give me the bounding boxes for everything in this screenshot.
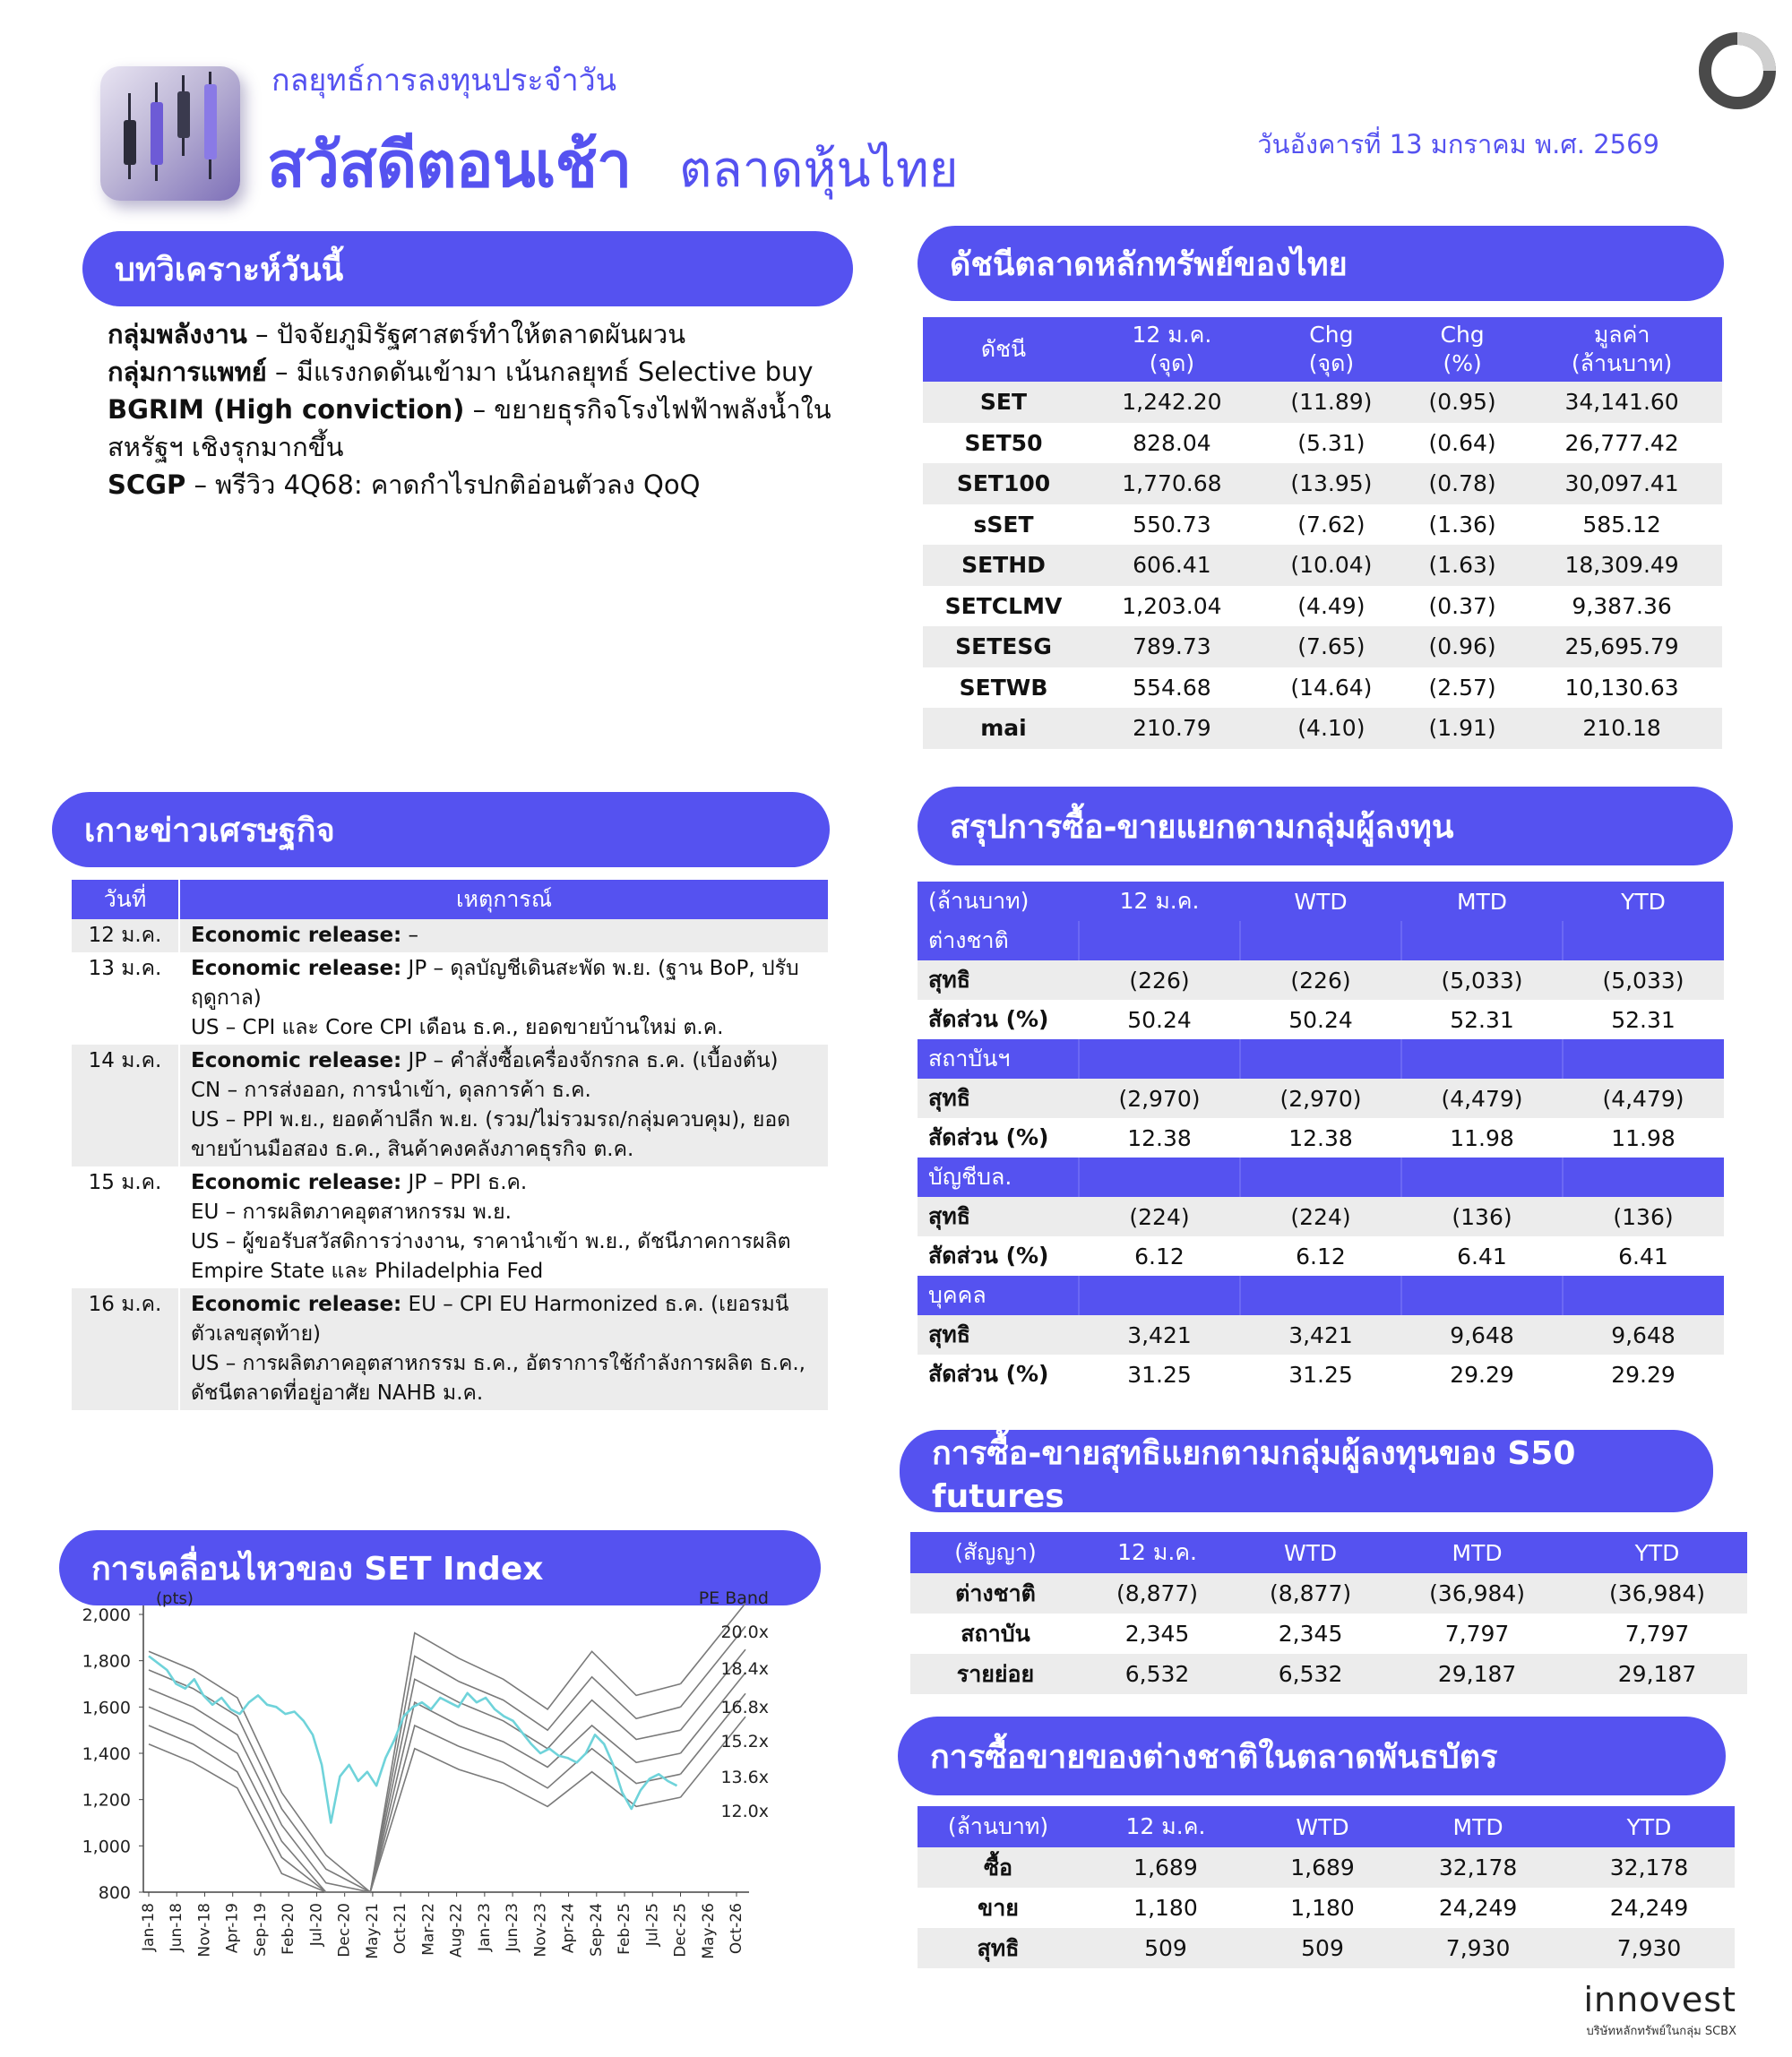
group-cell [1079, 1276, 1240, 1315]
table-cell: 24,249 [1564, 1888, 1735, 1928]
x-tick-label: Sep-19 [251, 1903, 270, 1957]
group-label: บุคคล [918, 1276, 1079, 1315]
group-label: บัญชีบล. [918, 1158, 1079, 1197]
col-header: (ล้านบาท) [918, 882, 1079, 921]
table-cell: (4.10) [1260, 708, 1403, 749]
page-title-sub: ตลาดหุ้นไทย [679, 141, 959, 199]
index-name: SET100 [923, 463, 1084, 504]
group-cell [1563, 1039, 1724, 1079]
set-index-line [149, 1657, 677, 1823]
table-row [918, 1355, 1724, 1394]
brand-ring-icon [1699, 32, 1776, 109]
col-header: 12 ม.ค. [1079, 882, 1240, 921]
table-cell: 7,930 [1564, 1928, 1735, 1968]
table-row [923, 667, 1722, 709]
table-cell: 1,770.68 [1084, 463, 1260, 504]
table-row [923, 586, 1722, 627]
table-row [923, 463, 1722, 504]
x-tick-label: Feb-25 [616, 1903, 634, 1955]
table-cell: (13.95) [1260, 463, 1403, 504]
group-row [918, 1276, 1724, 1315]
x-tick-label: Nov-23 [531, 1903, 550, 1958]
col-header: MTD [1387, 1532, 1567, 1573]
table-cell: (2,970) [1240, 1079, 1401, 1118]
group-cell [1401, 921, 1563, 960]
pe-band-line [149, 1702, 681, 1892]
col-header: มูลค่า (ล้านบาท) [1521, 317, 1722, 382]
analysis-item: กลุ่มพลังงาน – ปัจจัยภูมิรัฐศาสตร์ทำให้ตลาดผันผวน [108, 319, 686, 349]
econ-date: 12 ม.ค. [72, 919, 179, 952]
table-row [918, 1236, 1724, 1276]
table-row [918, 1000, 1724, 1039]
table-cell: 52.31 [1563, 1000, 1724, 1039]
col-header-event: เหตุการณ์ [179, 880, 828, 919]
row-label: สัดส่วน (%) [918, 1000, 1079, 1039]
table-cell: (10.04) [1260, 545, 1403, 586]
table-cell: 29.29 [1563, 1355, 1724, 1394]
index-name: SETESG [923, 626, 1084, 667]
table-cell: 1,180 [1079, 1888, 1253, 1928]
table-cell: 1,180 [1253, 1888, 1392, 1928]
row-label: ซื้อ [918, 1847, 1079, 1888]
x-tick-label: May-21 [363, 1903, 382, 1959]
x-tick-label: Mar-22 [419, 1903, 438, 1956]
table-cell: (226) [1240, 960, 1401, 1000]
table-cell: 29,187 [1387, 1654, 1567, 1694]
col-header: Chg (จุด) [1260, 317, 1403, 382]
table-row [72, 1166, 828, 1288]
econ-table [72, 880, 828, 1410]
table-cell: (11.89) [1260, 382, 1403, 423]
pe-band-label: 12.0x [720, 1802, 769, 1821]
x-tick-label: Apr-24 [559, 1903, 578, 1954]
y-tick-label: 1,400 [82, 1744, 131, 1764]
table-cell: 30,097.41 [1521, 463, 1722, 504]
page-subtitle: กลยุทธ์การลงทุนประจำวัน [271, 63, 616, 99]
col-header: YTD [1567, 1532, 1747, 1573]
col-header: ดัชนี [923, 317, 1084, 382]
group-row [918, 1158, 1724, 1197]
group-cell [1240, 1158, 1401, 1197]
group-cell [1240, 1276, 1401, 1315]
table-cell: 789.73 [1084, 626, 1260, 667]
table-cell: (4,479) [1401, 1079, 1563, 1118]
brand-footer [1583, 1980, 1736, 2040]
x-tick-label: Dec-25 [671, 1903, 690, 1958]
table-cell: (136) [1401, 1197, 1563, 1236]
table-row [918, 1315, 1724, 1355]
table-cell: (36,984) [1387, 1573, 1567, 1614]
table-cell: 6,532 [1234, 1654, 1387, 1694]
table-cell: (14.64) [1260, 667, 1403, 709]
group-row [918, 921, 1724, 960]
row-label: สัดส่วน (%) [918, 1236, 1079, 1276]
x-tick-label: Jun-18 [168, 1903, 186, 1952]
table-row [918, 1847, 1735, 1888]
table-cell: 32,178 [1564, 1847, 1735, 1888]
section-investor: สรุปการซื้อ-ขายแยกตามกลุ่มผู้ลงทุน [918, 787, 1733, 865]
table-cell: (1.36) [1403, 504, 1521, 546]
table-cell: 12.38 [1079, 1118, 1240, 1158]
table-row [72, 952, 828, 1045]
pe-band-label: 15.2x [720, 1732, 769, 1751]
table-cell: 509 [1253, 1928, 1392, 1968]
x-tick-label: Apr-19 [223, 1903, 242, 1954]
table-row [918, 1928, 1735, 1968]
group-cell [1240, 921, 1401, 960]
table-cell: (2,970) [1079, 1079, 1240, 1118]
section-indices: ดัชนีตลาดหลักทรัพย์ของไทย [918, 226, 1724, 301]
group-cell [1401, 1158, 1563, 1197]
table-cell: 1,203.04 [1084, 586, 1260, 627]
row-label: สถาบัน [910, 1614, 1081, 1654]
table-row [923, 504, 1722, 546]
table-cell: 18,309.49 [1521, 545, 1722, 586]
table-row [918, 1888, 1735, 1928]
table-row [918, 1197, 1724, 1236]
table-row [72, 1288, 828, 1410]
group-cell [1079, 1158, 1240, 1197]
table-cell: 34,141.60 [1521, 382, 1722, 423]
futures-table [910, 1532, 1747, 1694]
group-cell [1079, 921, 1240, 960]
table-cell: 9,648 [1401, 1315, 1563, 1355]
row-label: สุทธิ [918, 1079, 1079, 1118]
table-cell: 6.12 [1079, 1236, 1240, 1276]
group-cell [1401, 1276, 1563, 1315]
row-label: รายย่อย [910, 1654, 1081, 1694]
table-cell: (8,877) [1081, 1573, 1234, 1614]
legend-title: PE Band [698, 1588, 769, 1608]
table-cell: 31.25 [1079, 1355, 1240, 1394]
y-tick-label: 1,200 [82, 1790, 131, 1811]
index-name: mai [923, 708, 1084, 749]
col-header: Chg (%) [1403, 317, 1521, 382]
table-cell: 12.38 [1240, 1118, 1401, 1158]
table-cell: 52.31 [1401, 1000, 1563, 1039]
page-title: สวัสดีตอนเช้า [267, 128, 632, 202]
section-analysis: บทวิเคราะห์วันนี้ [82, 231, 853, 306]
x-tick-label: Aug-22 [447, 1903, 466, 1958]
table-cell: 29.29 [1401, 1355, 1563, 1394]
x-tick-label: Oct-26 [728, 1903, 745, 1955]
table-cell: (136) [1563, 1197, 1724, 1236]
table-cell: 6.41 [1401, 1236, 1563, 1276]
index-name: SETCLMV [923, 586, 1084, 627]
section-econ: เกาะข่าวเศรษฐกิจ [52, 792, 830, 867]
table-cell: 25,695.79 [1521, 626, 1722, 667]
table-cell: 29,187 [1567, 1654, 1747, 1694]
group-cell [1079, 1039, 1240, 1079]
table-cell: (4,479) [1563, 1079, 1724, 1118]
table-cell: (4.49) [1260, 586, 1403, 627]
x-tick-label: Feb-20 [280, 1903, 298, 1955]
table-cell: 2,345 [1081, 1614, 1234, 1654]
table-cell: (224) [1240, 1197, 1401, 1236]
table-cell: 606.41 [1084, 545, 1260, 586]
table-cell: 550.73 [1084, 504, 1260, 546]
col-header: MTD [1392, 1806, 1564, 1847]
x-tick-label: Jan-18 [140, 1903, 158, 1951]
index-name: SETWB [923, 667, 1084, 709]
table-cell: 24,249 [1392, 1888, 1564, 1928]
col-header: YTD [1563, 882, 1724, 921]
table-cell: 7,797 [1567, 1614, 1747, 1654]
index-name: SET50 [923, 423, 1084, 464]
col-header: WTD [1240, 882, 1401, 921]
table-cell: (0.95) [1403, 382, 1521, 423]
table-cell: 7,797 [1387, 1614, 1567, 1654]
x-tick-label: Sep-24 [587, 1903, 606, 1957]
pe-band-label: 13.6x [720, 1768, 769, 1787]
pe-band-line [149, 1633, 681, 1892]
group-cell [1563, 1158, 1724, 1197]
table-row [923, 545, 1722, 586]
table-cell: 2,345 [1234, 1614, 1387, 1654]
col-header: 12 ม.ค. [1079, 1806, 1253, 1847]
table-cell: 210.79 [1084, 708, 1260, 749]
table-cell: (224) [1079, 1197, 1240, 1236]
index-name: SETHD [923, 545, 1084, 586]
table-row [910, 1614, 1747, 1654]
econ-event: Economic release: JP – ดุลบัญชีเดินสะพัด พ.ย. (ฐาน BoP, ปรับฤดูกาล) US – CPI และ Core CPI เดือน ธ.ค., ยอดขายบ้านใหม่ ต.ค. [191, 957, 799, 1039]
col-header: (สัญญา) [910, 1532, 1081, 1573]
table-cell: 50.24 [1240, 1000, 1401, 1039]
group-cell [1401, 1039, 1563, 1079]
table-cell: (0.37) [1403, 586, 1521, 627]
econ-date: 13 ม.ค. [72, 952, 179, 1045]
econ-event: Economic release: JP – PPI ธ.ค. EU – การผลิตภาคอุตสาหกรรม พ.ย. US – ผู้ขอรับสวัสดิการว่างงาน, ราคานำเข้า พ.ย., ดัชนีภาคการผลิต Empire State และ Philadelphia Fed [191, 1171, 791, 1283]
group-cell [1240, 1039, 1401, 1079]
econ-date: 14 ม.ค. [72, 1045, 179, 1166]
table-cell: 6.41 [1563, 1236, 1724, 1276]
bonds-table [918, 1806, 1735, 1968]
section-chart: การเคลื่อนไหวของ SET Index [59, 1530, 821, 1605]
table-row [910, 1654, 1747, 1694]
pe-band-label: 16.8x [720, 1698, 769, 1717]
analysis-item: BGRIM (High conviction) – ขยายธุรกิจโรงไฟฟ้าพลังน้ำใน สหรัฐฯ เชิงรุกมากขึ้น [108, 394, 831, 462]
indices-table [923, 317, 1722, 749]
table-row [918, 960, 1724, 1000]
col-header-date: วันที่ [72, 880, 179, 919]
table-cell: (0.96) [1403, 626, 1521, 667]
col-header: YTD [1564, 1806, 1735, 1847]
x-tick-label: Jan-23 [475, 1903, 494, 1951]
col-header: WTD [1253, 1806, 1392, 1847]
col-header: WTD [1234, 1532, 1387, 1573]
x-tick-label: May-26 [699, 1903, 718, 1959]
row-label: ขาย [918, 1888, 1079, 1928]
row-label: สัดส่วน (%) [918, 1355, 1079, 1394]
group-label: ต่างชาติ [918, 921, 1079, 960]
econ-event: Economic release: EU – CPI EU Harmonized ธ.ค. (เยอรมนี ตัวเลขสุดท้าย) US – การผลิตภาคอุตสาหกรรม ธ.ค., อัตราการใช้กำลังการผลิต ธ.ค., ดัชนีตลาดที่อยู่อาศัย NAHB ม.ค. [179, 1288, 828, 1410]
y-tick-label: 2,000 [82, 1605, 131, 1625]
table-row [923, 708, 1722, 749]
x-tick-label: Jul-25 [643, 1903, 662, 1947]
row-label: สุทธิ [918, 1315, 1079, 1355]
table-cell: 3,421 [1240, 1315, 1401, 1355]
table-cell: (0.64) [1403, 423, 1521, 464]
index-name: SET [923, 382, 1084, 423]
col-header: 12 ม.ค. (จุด) [1084, 317, 1260, 382]
table-cell: 1,689 [1253, 1847, 1392, 1888]
econ-event: Economic release: – [179, 919, 828, 952]
section-futures: การซื้อ-ขายสุทธิแยกตามกลุ่มผู้ลงทุนของ S50 futures [900, 1430, 1713, 1512]
table-cell: (8,877) [1234, 1573, 1387, 1614]
col-header: 12 ม.ค. [1081, 1532, 1234, 1573]
table-cell: (1.63) [1403, 545, 1521, 586]
set-index-chart [54, 1577, 806, 1971]
report-date: วันอังคารที่ 13 มกราคม พ.ศ. 2569 [1257, 129, 1659, 159]
table-cell: (7.65) [1260, 626, 1403, 667]
table-cell: 585.12 [1521, 504, 1722, 546]
y-tick-label: 1,800 [82, 1651, 131, 1672]
y-tick-label: 800 [98, 1883, 131, 1903]
table-cell: 11.98 [1563, 1118, 1724, 1158]
col-header: MTD [1401, 882, 1563, 921]
table-cell: (5.31) [1260, 423, 1403, 464]
econ-date: 16 ม.ค. [72, 1288, 179, 1410]
table-cell: (0.78) [1403, 463, 1521, 504]
col-header: (ล้านบาท) [918, 1806, 1079, 1847]
x-tick-label: Oct-21 [392, 1903, 410, 1955]
table-row [918, 1079, 1724, 1118]
table-cell: 7,930 [1392, 1928, 1564, 1968]
investor-table [918, 882, 1724, 1394]
table-cell: (7.62) [1260, 504, 1403, 546]
section-bonds: การซื้อขายของต่างชาติในตลาดพันธบัตร [898, 1717, 1726, 1795]
table-row [923, 626, 1722, 667]
brand-logo: innovest [1583, 1980, 1736, 2019]
group-cell [1563, 921, 1724, 960]
analysis-list [108, 315, 860, 503]
x-tick-label: Nov-18 [195, 1903, 214, 1958]
table-cell: (226) [1079, 960, 1240, 1000]
group-row [918, 1039, 1724, 1079]
table-cell: (5,033) [1401, 960, 1563, 1000]
econ-event: Economic release: JP – คำสั่งซื้อเครื่องจักรกล ธ.ค. (เบื้องต้น) CN – การส่งออก, การนำเข้า, ดุลการค้า ธ.ค. US – PPI พ.ย., ยอดค้าปลีก พ.ย. (รวม/ไม่รวมรถ/กลุ่มควบคุม), ยอดขายบ้านมือสอง ธ.ค., สินค้าคงคลังภาคธุรกิจ ต.ค. [179, 1045, 828, 1166]
table-cell: 3,421 [1079, 1315, 1240, 1355]
header-illustration [100, 66, 240, 201]
x-tick-label: Jul-20 [307, 1903, 326, 1947]
pe-band-label: 20.0x [720, 1622, 769, 1642]
table-cell: 6.12 [1240, 1236, 1401, 1276]
table-row [918, 1118, 1724, 1158]
brand-tagline: บริษัทหลักทรัพย์ในกลุ่ม SCBX [1586, 2025, 1736, 2038]
table-cell: 6,532 [1081, 1654, 1234, 1694]
index-name: sSET [923, 504, 1084, 546]
group-cell [1563, 1276, 1724, 1315]
table-cell: 9,387.36 [1521, 586, 1722, 627]
table-cell: 554.68 [1084, 667, 1260, 709]
group-label: สถาบันฯ [918, 1039, 1079, 1079]
table-cell: (5,033) [1563, 960, 1724, 1000]
analysis-item: กลุ่มการแพทย์ – มีแรงกดดันเข้ามา เน้นกลยุทธ์ Selective buy [108, 357, 814, 387]
row-label: สุทธิ [918, 960, 1079, 1000]
table-row [72, 919, 828, 952]
table-cell: 32,178 [1392, 1847, 1564, 1888]
table-cell: 50.24 [1079, 1000, 1240, 1039]
table-cell: 210.18 [1521, 708, 1722, 749]
econ-date: 15 ม.ค. [72, 1166, 179, 1288]
y-axis-label: (pts) [156, 1589, 194, 1608]
table-cell: 1,689 [1079, 1847, 1253, 1888]
pe-band-label: 18.4x [720, 1659, 769, 1679]
y-tick-label: 1,600 [82, 1698, 131, 1718]
analysis-item: SCGP – พรีวิว 4Q68: คาดกำไรปกติอ่อนตัวลง QoQ [108, 469, 701, 500]
table-row [923, 382, 1722, 423]
table-row [923, 423, 1722, 464]
table-cell: 1,242.20 [1084, 382, 1260, 423]
table-cell: 31.25 [1240, 1355, 1401, 1394]
table-cell: 9,648 [1563, 1315, 1724, 1355]
table-row [72, 1045, 828, 1166]
row-label: ต่างชาติ [910, 1573, 1081, 1614]
table-cell: 10,130.63 [1521, 667, 1722, 709]
table-row [910, 1573, 1747, 1614]
row-label: สุทธิ [918, 1197, 1079, 1236]
x-tick-label: Jun-23 [504, 1903, 522, 1952]
table-cell: 11.98 [1401, 1118, 1563, 1158]
table-cell: (2.57) [1403, 667, 1521, 709]
table-cell: (36,984) [1567, 1573, 1747, 1614]
y-tick-label: 1,000 [82, 1837, 131, 1857]
table-cell: 26,777.42 [1521, 423, 1722, 464]
x-tick-label: Dec-20 [335, 1903, 354, 1958]
row-label: สุทธิ [918, 1928, 1079, 1968]
row-label: สัดส่วน (%) [918, 1118, 1079, 1158]
table-cell: 828.04 [1084, 423, 1260, 464]
table-cell: (1.91) [1403, 708, 1521, 749]
table-cell: 509 [1079, 1928, 1253, 1968]
